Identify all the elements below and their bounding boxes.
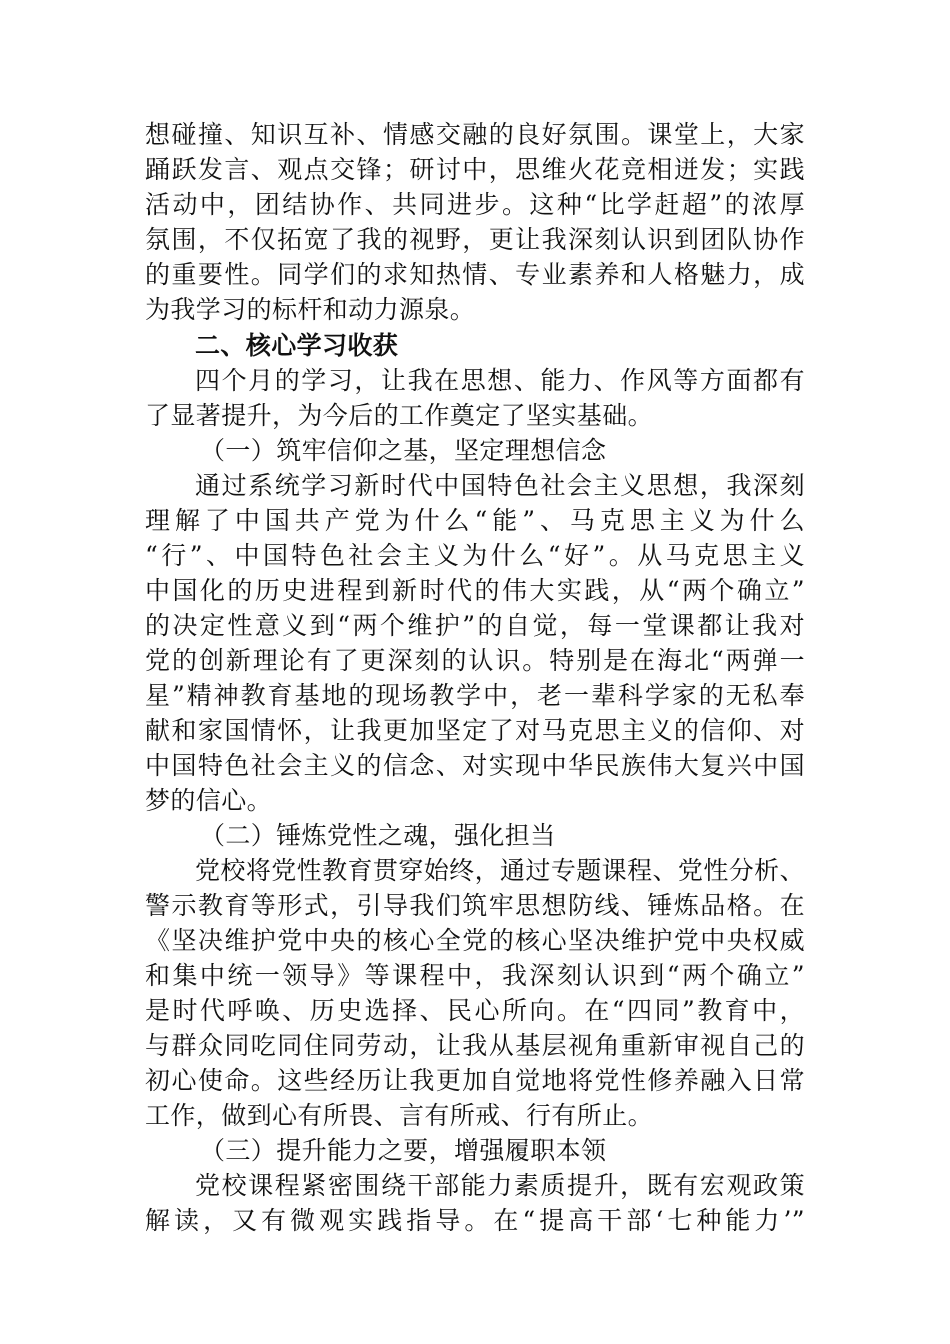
body-line: 是时代呼唤、历史选择、民心所向。在“四同”教育中， <box>145 996 805 1025</box>
body-line: 星”精神教育基地的现场教学中，老一辈科学家的无私奉 <box>145 681 805 710</box>
body-line: 踊跃发言、观点交锋；研讨中，思维火花竞相迸发；实践 <box>145 155 805 184</box>
body-line: 通过系统学习新时代中国特色社会主义思想，我深刻 <box>195 471 805 500</box>
subsection-heading: （三）提升能力之要，增强履职本领 <box>200 1136 607 1165</box>
body-line: 想碰撞、知识互补、情感交融的良好氛围。课堂上，大家 <box>145 120 805 149</box>
body-line: 氛围，不仅拓宽了我的视野，更让我深刻认识到团队协作 <box>145 225 805 254</box>
subsection-heading: （二）锤炼党性之魂，强化担当 <box>200 821 556 850</box>
subsection-heading: （一）筑牢信仰之基，坚定理想信念 <box>200 436 607 465</box>
body-line: 中国特色社会主义的信念、对实现中华民族伟大复兴中国 <box>145 751 805 780</box>
body-line: 了显著提升，为今后的工作奠定了坚实基础。 <box>145 401 654 430</box>
section-heading: 二、核心学习收获 <box>195 331 399 360</box>
body-line: 的决定性意义到“两个维护”的自觉，每一堂课都让我对 <box>145 611 805 640</box>
body-line: 的重要性。同学们的求知热情、专业素养和人格魅力，成 <box>145 260 805 289</box>
body-line: “行”、中国特色社会主义为什么“好”。从马克思主义 <box>145 541 805 570</box>
body-line: 理解了中国共产党为什么“能”、马克思主义为什么 <box>145 506 805 535</box>
body-line: 初心使命。这些经历让我更加自觉地将党性修养融入日常 <box>145 1066 805 1095</box>
body-line: 和集中统一领导》等课程中，我深刻认识到“两个确立” <box>145 961 805 990</box>
body-line: 为我学习的标杆和动力源泉。 <box>145 295 476 324</box>
body-line: 中国化的历史进程到新时代的伟大实践，从“两个确立” <box>145 576 805 605</box>
body-line: 四个月的学习，让我在思想、能力、作风等方面都有 <box>195 366 805 395</box>
body-line: 工作，做到心有所畏、言有所戒、行有所止。 <box>145 1101 654 1130</box>
body-line: 党校将党性教育贯穿始终，通过专题课程、党性分析、 <box>195 856 805 885</box>
body-line: 献和家国情怀，让我更加坚定了对马克思主义的信仰、对 <box>145 716 805 745</box>
body-line: 党的创新理论有了更深刻的认识。特别是在海北“两弹一 <box>145 646 805 675</box>
body-line: 党校课程紧密围绕干部能力素质提升，既有宏观政策 <box>195 1171 805 1200</box>
body-line: 警示教育等形式，引导我们筑牢思想防线、锤炼品格。在 <box>145 891 805 920</box>
body-line: 解读，又有微观实践指导。在“提高干部‘七种能力’” <box>145 1206 805 1235</box>
body-line: 梦的信心。 <box>145 786 273 815</box>
body-line: 活动中，团结协作、共同进步。这种“比学赶超”的浓厚 <box>145 190 805 219</box>
body-line: 《坚决维护党中央的核心全党的核心坚决维护党中央权威 <box>145 926 805 955</box>
body-line: 与群众同吃同住同劳动，让我从基层视角重新审视自己的 <box>145 1031 805 1060</box>
